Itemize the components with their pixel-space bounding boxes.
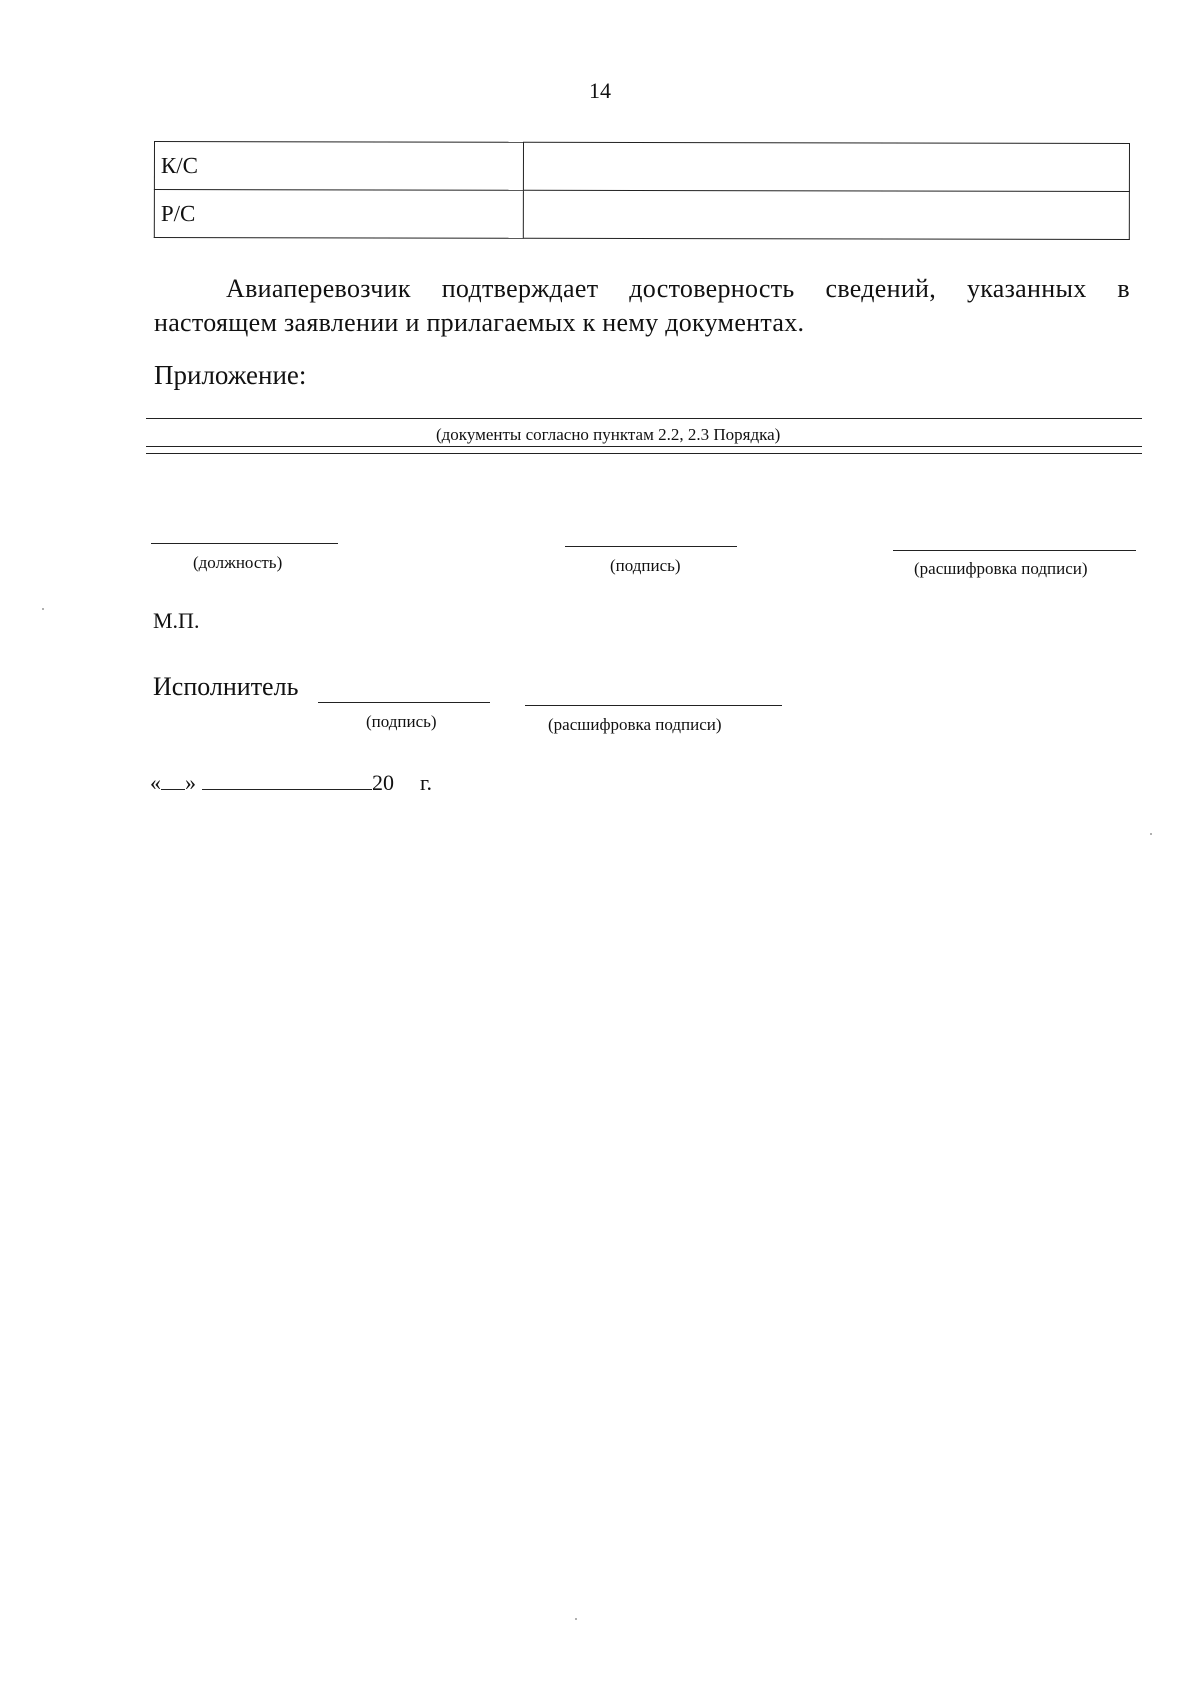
month-blank[interactable] [202,775,372,790]
position-line[interactable] [151,543,338,544]
table-row [154,142,1129,192]
year-prefix: 20 [372,770,394,795]
executor-signature-line[interactable] [318,702,490,703]
correspondent-account-value[interactable] [523,142,1129,191]
signature-line[interactable] [565,546,737,547]
executor-signature-caption: (подпись) [366,712,437,731]
attachment-line-3[interactable] [146,453,1142,454]
signature-caption: (подпись) [610,556,681,575]
signature-decoding-line[interactable] [893,550,1136,551]
attachment-line-2[interactable] [146,446,1142,447]
settlement-account-value[interactable] [523,190,1129,239]
year-suffix: г. [420,770,433,795]
settlement-account-label: Р/С [154,190,523,239]
attachment-caption: (документы согласно пунктам 2.2, 2.3 Порядка) [436,425,781,444]
executor-label: Исполнитель [153,672,299,701]
date-open-quote: « [150,770,161,795]
executor-decoding-caption: (расшифровка подписи) [548,715,722,734]
scan-speck [1150,833,1152,835]
attachment-line-1[interactable] [146,418,1142,419]
position-caption: (должность) [193,553,283,572]
date-close-quote: » [185,770,196,795]
scan-speck [42,608,44,610]
confirmation-statement: Авиаперевозчик подтверждает достоверность сведений, указанных в настоящем заявлении и прилагаемых к нему документах. [154,274,1130,337]
date-field [150,770,432,796]
scan-speck [575,1618,577,1620]
attachment-title: Приложение: [154,360,307,390]
bank-details-table [154,141,1130,240]
table-row [154,190,1129,240]
day-blank[interactable] [161,775,185,790]
executor-decoding-line[interactable] [525,705,782,706]
page-number: 14 [589,78,611,103]
stamp-placeholder: М.П. [153,608,200,633]
signature-decoding-caption: (расшифровка подписи) [914,559,1088,578]
correspondent-account-label: К/С [154,142,523,191]
